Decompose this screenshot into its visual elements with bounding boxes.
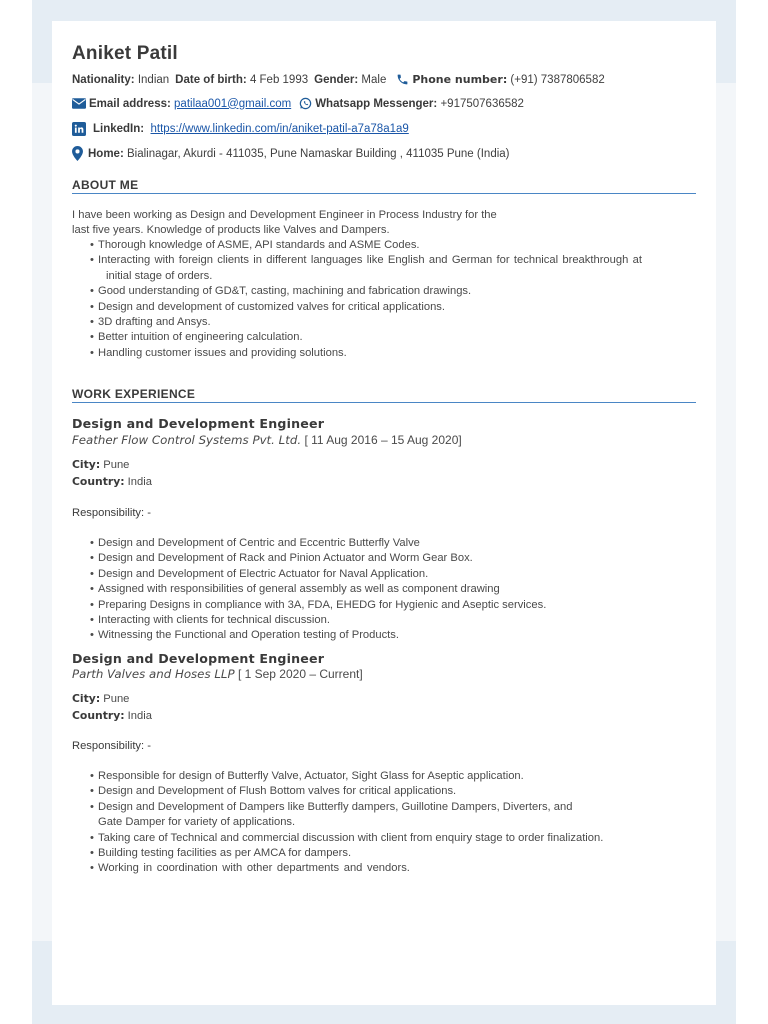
list-item: • Witnessing the Functional and Operation testing of Products.: [90, 628, 690, 643]
gender-label: Gender:: [314, 73, 359, 86]
gender-value: Male: [361, 73, 387, 86]
contact-row: [72, 97, 524, 110]
dob-value: 4 Feb 1993: [249, 73, 309, 86]
responsibility-label: Responsibility: -: [72, 507, 151, 519]
list-item: • Working in coordination with other departments and vendors.: [90, 861, 690, 876]
location-pin-icon: [72, 146, 83, 161]
about-intro-line: last five years. Knowledge of products like Valves and Dampers.: [72, 224, 390, 237]
home-row: [72, 146, 510, 161]
list-item: • Thorough knowledge of ASME, API standards and ASME Codes.: [90, 238, 690, 253]
list-item: • Handling customer issues and providing solutions.: [90, 346, 690, 361]
city-value: Pune: [103, 459, 130, 471]
linkedin-icon: [72, 122, 86, 136]
job-company-line: [72, 433, 462, 447]
job-dates: [ 1 Sep 2020 – Current]: [237, 667, 363, 681]
work-section-title: WORK EXPERIENCE: [72, 387, 696, 403]
phone-value: (+91) 7387806582: [510, 73, 605, 86]
list-item: • Assigned with responsibilities of general assembly as well as component drawing: [90, 582, 690, 597]
job-bullets: [90, 536, 690, 644]
candidate-name: Aniket Patil: [72, 43, 178, 64]
cv-sheet: [52, 21, 716, 1005]
phone-icon: [396, 73, 409, 86]
about-intro: [72, 208, 687, 239]
about-section-title: ABOUT ME: [72, 178, 696, 194]
email-label: Email address:: [89, 97, 171, 110]
responsibility-label: Responsibility: -: [72, 740, 151, 752]
job-bullets: [90, 769, 690, 877]
company-name: Feather Flow Control Systems Pvt. Ltd.: [72, 433, 302, 447]
job-company-line: [72, 667, 363, 681]
whatsapp-icon: [299, 97, 312, 110]
list-item: • Better intuition of engineering calculation.: [90, 330, 690, 345]
whatsapp-label: Whatsapp Messenger:: [315, 97, 438, 110]
list-item-text: Interacting with foreign clients in different languages like English and German for technical breakthrough at: [98, 254, 642, 267]
list-item: • Preparing Designs in compliance with 3A, FDA, EHEDG for Hygienic and Aseptic services.: [90, 598, 690, 613]
company-name: Parth Valves and Hoses LLP: [72, 667, 235, 681]
list-item: • Interacting with clients for technical discussion.: [90, 613, 690, 628]
list-item: • Design and Development of Electric Actuator for Naval Application.: [90, 567, 690, 582]
dob-label: Date of birth:: [175, 73, 247, 86]
list-item: • Good understanding of GD&T, casting, machining and fabrication drawings.: [90, 284, 690, 299]
job-dates: [ 11 Aug 2016 – 15 Aug 2020]: [304, 433, 462, 447]
linkedin-label: LinkedIn:: [93, 123, 145, 135]
country-label: Country:: [72, 709, 125, 722]
job-title: Design and Development Engineer: [72, 651, 325, 666]
about-bullets: [90, 238, 690, 361]
email-link[interactable]: patilaa001@gmail.com: [174, 97, 292, 110]
country-value: India: [127, 710, 152, 722]
list-item-continuation: Gate Damper for variety of applications.: [98, 816, 296, 829]
job-city: [72, 692, 129, 705]
nationality-value: Indian: [137, 73, 170, 86]
list-item: • 3D drafting and Ansys.: [90, 315, 690, 330]
list-item: • Design and Development of Flush Bottom valves for critical applications.: [90, 784, 690, 799]
job-title: Design and Development Engineer: [72, 416, 325, 431]
page-margin-left: [0, 0, 32, 1024]
city-label: City:: [72, 458, 101, 471]
home-label: Home:: [88, 147, 124, 160]
home-value: Bialinagar, Akurdi - 411035, Pune Namaskar Building , 411035 Pune (India): [126, 147, 510, 160]
page-margin-right: [736, 0, 768, 1024]
whatsapp-value: +917507636582: [440, 97, 524, 110]
country-label: Country:: [72, 475, 125, 488]
job-country: [72, 475, 152, 488]
list-item: [90, 800, 690, 831]
about-intro-line: I have been working as Design and Development Engineer in Process Industry for the: [72, 209, 497, 221]
city-label: City:: [72, 692, 101, 705]
job-country: [72, 709, 152, 722]
list-item-text: Design and Development of Dampers like Butterfly dampers, Guillotine Dampers, Diverters, and: [98, 800, 573, 813]
list-item-continuation: initial stage of orders.: [106, 269, 213, 282]
list-item: • Responsible for design of Butterfly Valve, Actuator, Sight Glass for Aseptic application.: [90, 769, 690, 784]
city-value: Pune: [103, 693, 130, 705]
email-icon: [72, 98, 86, 109]
phone-label: Phone number:: [412, 73, 508, 86]
list-item: • Design and development of customized valves for critical applications.: [90, 300, 690, 315]
list-item: [90, 253, 690, 284]
nationality-label: Nationality:: [72, 73, 135, 86]
list-item: • Design and Development of Centric and Eccentric Butterfly Valve: [90, 536, 690, 551]
linkedin-link[interactable]: https://www.linkedin.com/in/aniket-patil-a7a78a1a9: [150, 123, 409, 135]
list-item: • Design and Development of Rack and Pinion Actuator and Worm Gear Box.: [90, 551, 690, 566]
personal-info-row: [72, 73, 605, 86]
linkedin-row: [72, 122, 409, 136]
job-city: [72, 458, 129, 471]
list-item: • Building testing facilities as per AMCA for dampers.: [90, 846, 690, 861]
country-value: India: [127, 476, 152, 488]
list-item: • Taking care of Technical and commercial discussion with client from enquiry stage to order finalization.: [90, 831, 690, 846]
